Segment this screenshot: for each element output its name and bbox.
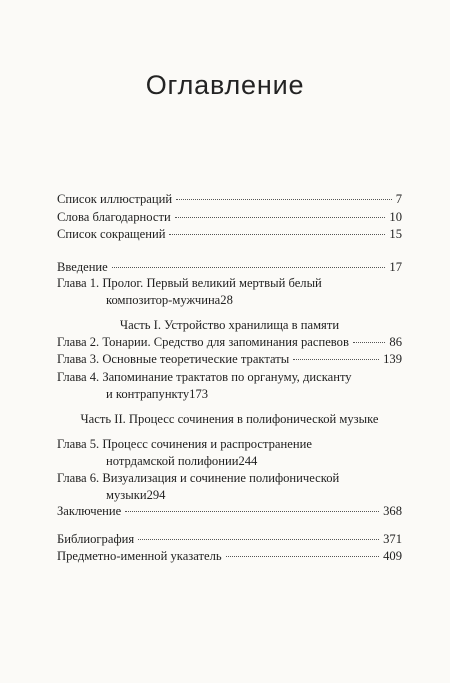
dot-leader [226, 556, 379, 557]
toc-entry-label-continued: нотрдамской полифонии [106, 454, 239, 468]
toc-page-number: 86 [389, 335, 402, 349]
toc-entry-introduction[interactable] [57, 260, 402, 276]
toc-entry-label-continued: и контрапункту [106, 387, 190, 401]
toc-entry-label: Глава 4. Запоминание трактатов по органуму, дисканту [57, 370, 352, 384]
toc-entry-bibliography[interactable] [57, 532, 402, 548]
toc-entry-chapter-6[interactable] [57, 471, 402, 503]
toc-entry-chapter-3[interactable] [57, 352, 402, 368]
toc-entry-label: Глава 3. Основные теоретические трактаты [57, 352, 290, 366]
dot-leader [176, 199, 392, 200]
toc-page-number: 244 [238, 454, 258, 468]
toc-page-number: 15 [389, 227, 402, 241]
toc-entry-acknowledgments[interactable] [57, 210, 402, 226]
toc-part-1-heading: Часть I. Устройство хранилища в памяти [119, 318, 340, 332]
toc-entry-illustrations[interactable] [57, 192, 402, 208]
toc-page-number: 368 [383, 504, 402, 518]
dot-leader [125, 511, 379, 512]
toc-page-number: 7 [395, 192, 402, 206]
dot-leader [353, 342, 386, 343]
toc-entry-label: Глава 5. Процесс сочинения и распространение [57, 437, 312, 451]
dot-leader [169, 234, 385, 235]
toc-entry-label: Введение [57, 260, 108, 274]
toc-entry-conclusion[interactable] [57, 504, 402, 520]
toc-entry-label: Глава 1. Пролог. Первый великий мертвый белый [57, 276, 322, 290]
dot-leader [112, 267, 386, 268]
dot-leader [293, 359, 379, 360]
toc-entry-chapter-5[interactable] [57, 437, 402, 469]
toc-page-number: 294 [146, 488, 166, 502]
toc-page-number: 139 [383, 352, 402, 366]
toc-page-number: 10 [389, 210, 402, 224]
toc-entry-label: Список иллюстраций [57, 192, 173, 206]
toc-entry-label: Заключение [57, 504, 122, 518]
toc-page-number: 28 [220, 293, 233, 307]
toc-entry-label: Предметно-именной указатель [57, 549, 222, 563]
toc-entry-label-continued: композитор-мужчина [106, 293, 221, 307]
toc-entry-label: Список сокращений [57, 227, 166, 241]
toc-entry-label: Библиография [57, 532, 135, 546]
toc-entry-label: Глава 6. Визуализация и сочинение полифонической [57, 471, 340, 485]
table-of-contents [57, 0, 402, 683]
toc-entry-abbreviations[interactable] [57, 227, 402, 243]
toc-part-2-heading: Часть II. Процесс сочинения в полифонической музыке [80, 412, 379, 426]
toc-page-number: 409 [383, 549, 402, 563]
dot-leader [175, 217, 386, 218]
toc-page-number: 371 [383, 532, 402, 546]
toc-entry-index[interactable] [57, 549, 402, 565]
dot-leader [138, 539, 379, 540]
toc-entry-chapter-2[interactable] [57, 335, 402, 351]
toc-entry-chapter-1[interactable] [57, 276, 402, 308]
toc-entry-chapter-4[interactable] [57, 370, 402, 402]
page-title: Оглавление [145, 70, 305, 100]
toc-entry-label: Слова благодарности [57, 210, 171, 224]
toc-entry-label-continued: музыки [106, 488, 147, 502]
toc-page-number: 173 [189, 387, 209, 401]
toc-entry-label: Глава 2. Тонарии. Средство для запоминания распевов [57, 335, 349, 349]
toc-page-number: 17 [389, 260, 402, 274]
